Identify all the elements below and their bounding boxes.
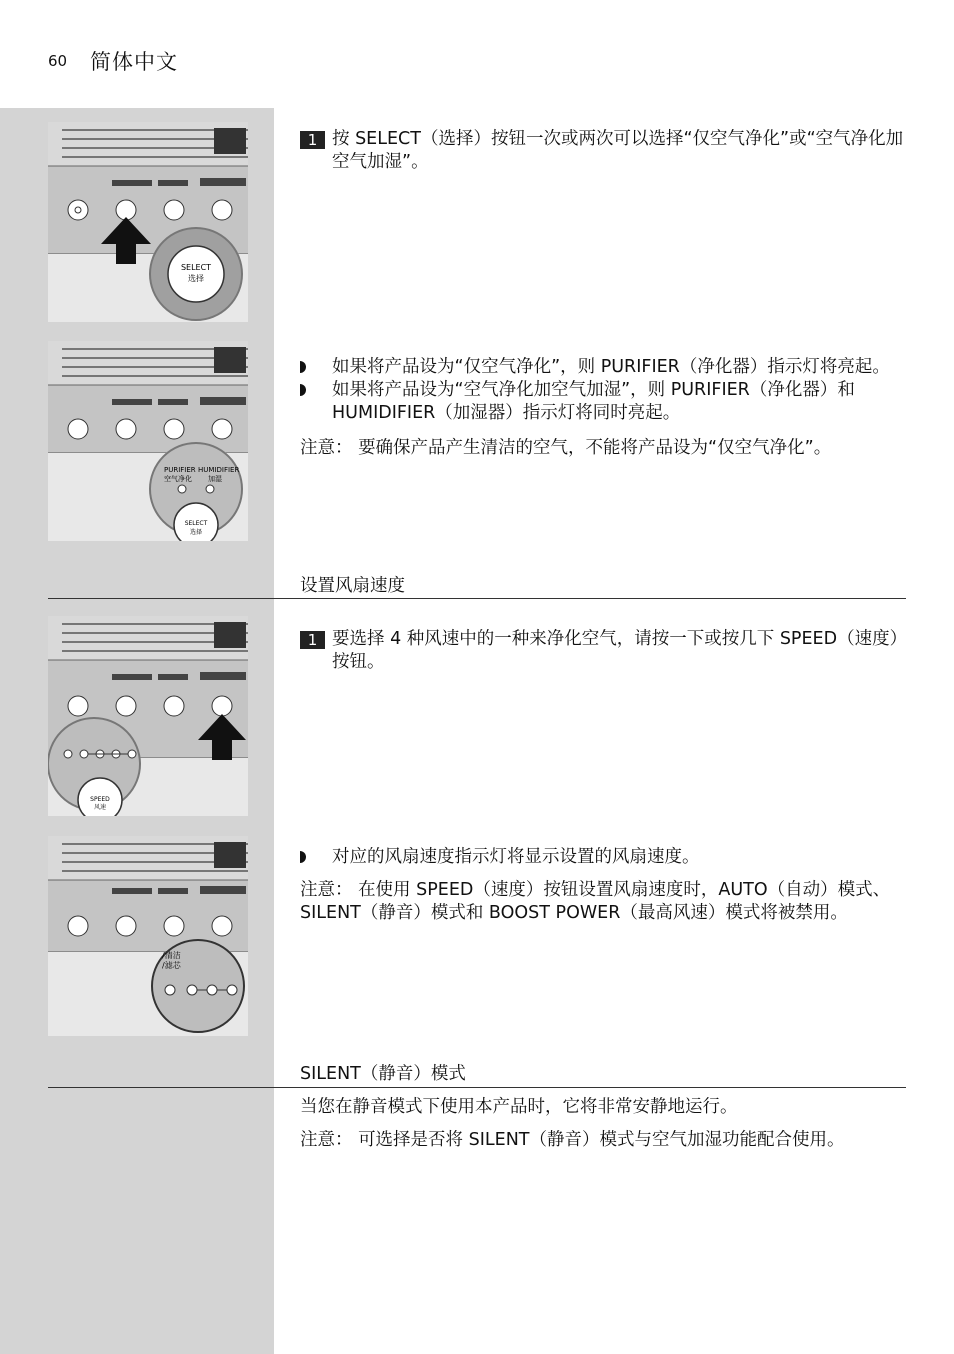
select-results: [300, 356, 906, 460]
select-label-zh: 选择: [188, 274, 204, 283]
illustration-select-button: [48, 122, 248, 322]
bullet-marker-icon: [300, 846, 312, 863]
filter-label-1: /清洁: [162, 951, 181, 960]
step-select: [300, 128, 906, 174]
step-text: 按 SELECT（选择）按钮一次或两次可以选择“仅空气净化”或“空气净化加空气加湿”。: [332, 129, 904, 172]
select-label-zh-2: 选择: [189, 529, 203, 536]
purifier-label-en: PURIFIER: [164, 466, 196, 474]
section-divider: [48, 598, 906, 599]
illustration-speed-button: [48, 616, 248, 816]
speed-label-en: SPEED: [90, 796, 110, 803]
humidifier-label-en: HUMIDIFIER: [198, 466, 240, 474]
speed-results: [300, 846, 906, 925]
step-speed: [300, 628, 906, 674]
humidifier-label-zh: 加湿: [208, 475, 222, 483]
illustration-mode-indicators: [48, 341, 248, 541]
select-label-en-2: SELECT: [184, 520, 208, 527]
section-divider: [48, 1087, 906, 1088]
silent-text: 当您在静音模式下使用本产品时，它将非常安静地运行。: [300, 1097, 738, 1117]
filter-label-2: /滤芯: [162, 961, 181, 970]
page-number: 60: [48, 52, 68, 70]
bullet-marker-icon: [300, 379, 312, 396]
step-text: 要选择 4 种风速中的一种来净化空气，请按一下或按几下 SPEED（速度）按钮。: [332, 629, 899, 672]
bullet-item: 对应的风扇速度指示灯将显示设置的风扇速度。: [300, 846, 906, 869]
note: 注意： 要确保产品产生清洁的空气，不能将产品设为“仅空气净化”。: [300, 438, 832, 458]
bullet-marker-icon: [300, 356, 312, 373]
page-title: 简体中文: [90, 50, 178, 74]
note: 注意： 可选择是否将 SILENT（静音）模式与空气加湿功能配合使用。: [300, 1130, 845, 1150]
silent-description: [300, 1096, 906, 1152]
section-title-speed: 设置风扇速度: [300, 576, 405, 596]
bullet-item: 如果将产品设为“仅空气净化”，则 PURIFIER（净化器）指示灯将亮起。: [300, 356, 906, 379]
purifier-label-zh: 空气净化: [164, 475, 192, 483]
step-number: 1: [300, 631, 325, 649]
section-title-silent: SILENT（静音）模式: [300, 1064, 466, 1084]
step-number: 1: [300, 131, 325, 149]
select-label-en: SELECT: [180, 263, 212, 272]
speed-label-zh: 风速: [93, 804, 107, 811]
note: 注意： 在使用 SPEED（速度）按钮设置风扇速度时，AUTO（自动）模式、SILENT（静音）模式和 BOOST POWER（最高风速）模式将被禁用。: [300, 880, 891, 923]
bullet-item: 如果将产品设为“空气净化加空气加湿”，则 PURIFIER（净化器）和 HUMIDIFIER（加湿器）指示灯将同时亮起。: [300, 379, 906, 425]
illustration-speed-indicators: [48, 836, 248, 1036]
